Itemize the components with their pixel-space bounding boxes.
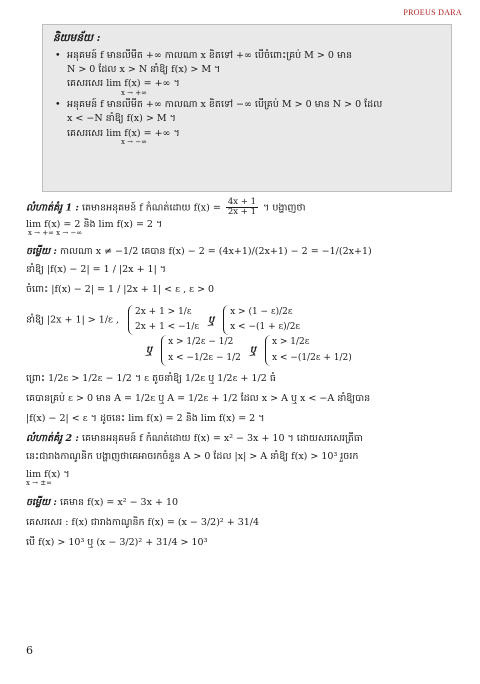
definition-item-2 — [53, 98, 441, 147]
example-1-limits-sub: x → +∞ x → −∞ — [28, 228, 83, 237]
system-2 — [223, 305, 300, 336]
def1-line3: គេសរសេរ lim f(x) = +∞ ។ — [67, 78, 180, 90]
answer-1-systems — [26, 305, 462, 336]
answer-2-line-2: គេសរសេរ : f(x) ជារាងកាណូនិក f(x) = (x − 3/2)² + 31/4 — [26, 516, 260, 528]
system-4-b: x < −(1/2ε + 1/2) — [271, 352, 352, 363]
example-1-tail: ។ បង្ហាញថា — [263, 202, 306, 214]
systems-lead: នាំឱ្យ |2x + 1| > 1/ε , — [26, 314, 119, 326]
system-1-b: 2x + 1 < −1/ε — [135, 321, 200, 332]
def1-limit-sub: x → +∞ — [121, 88, 147, 97]
example-2-title: លំហាត់គំរូ 2 : — [26, 432, 79, 444]
fraction-denominator: 2x + 1 — [227, 207, 257, 218]
example-2-line-3-sub: x → ±∞ — [26, 478, 52, 487]
answer-1-text: កាលណា x ≠ −1/2 គេបាន f(x) − 2 = (4x+1)/(2x+1) − 2 = −1/(2x+1) — [59, 245, 372, 257]
definition-title: និយមន័យ : — [53, 32, 101, 44]
system-4-a: x > 1/2ε — [271, 337, 310, 348]
answer-2-line-1 — [26, 496, 462, 510]
answer-1-title: ចម្លើយ : — [26, 245, 57, 257]
answer-1-line-7: |f(x) − 2| < ε ។ ដូចនេះ lim f(x) = 2 និង lim f(x) = 2 ។ — [26, 412, 265, 424]
answer-1-line-3: ចំពោះ |f(x) − 2| = 1 / |2x + 1| < ε , ε > 0 — [26, 283, 215, 295]
system-3-b: x < −1/2ε − 1/2 — [168, 352, 241, 363]
system-2-a: x > (1 − ε)/2ε — [230, 306, 293, 317]
example-1-limits: lim f(x) = 2 និង lim f(x) = 2 ។ — [26, 218, 163, 230]
def2-limit-sub: x → −∞ — [121, 137, 147, 146]
example-1-fraction — [226, 198, 258, 218]
definition-item-1 — [53, 49, 441, 98]
system-3-a: x > 1/2ε − 1/2 — [168, 337, 234, 348]
example-1-title: លំហាត់គំរូ 1 : — [26, 202, 79, 214]
system-1 — [128, 305, 199, 336]
page-content — [26, 198, 462, 550]
answer-1-line-5: ព្រោះ 1/2ε > 1/2ε − 1/2 ។ ε តូចនាំឱ្យ 1/2ε ឬ 1/2ε + 1/2 ធំ — [26, 372, 276, 384]
answer-1-line-2: នាំឱ្យ |f(x) − 2| = 1 / |2x + 1| ។ — [26, 263, 167, 275]
example-2-heading — [26, 432, 462, 446]
def1-line1: • អនុគមន៍ f មានលីមីត +∞ កាលណា x ខិតទៅ +∞ បើចំពោះគ្រប់ M > 0 មាន — [67, 49, 353, 61]
system-4 — [265, 335, 352, 366]
def2-line2: x < −N នាំឱ្យ f(x) > M ។ — [67, 113, 176, 125]
def1-line2: N > 0 ដែល x > N នាំឱ្យ f(x) > M ។ — [67, 64, 221, 75]
system-3 — [161, 335, 241, 366]
system-1-a: 2x + 1 > 1/ε — [135, 306, 192, 317]
example-1-text: គេមានអនុគមន៍ f កំណត់ដោយ f(x) = — [81, 202, 221, 214]
running-header: PROEUS DARA — [403, 8, 462, 17]
or-word: ឬ — [249, 344, 256, 356]
system-2-b: x < −(1 + ε)/2ε — [230, 321, 301, 332]
example-2-line-3: lim f(x) ។ — [26, 468, 70, 480]
or-word: ឬ — [208, 314, 215, 326]
definition-box — [42, 24, 452, 192]
example-1-heading — [26, 198, 462, 218]
answer-2-text: គេមាន f(x) = x² − 3x + 10 — [59, 496, 179, 508]
example-2-line-2: នេះជារាងកាណូនិក បង្ហាញថាគេអាចរកចំនួន A > 0 ដែល |x| > A នាំឱ្យ f(x) > 10³ រួចរក — [26, 450, 359, 462]
answer-2-title: ចម្លើយ : — [26, 496, 57, 508]
example-2-text: គេមានអនុគមន៍ f កំណត់ដោយ f(x) = x² − 3x + 10 ។ ដោយសរសេរត្រីធា — [81, 432, 363, 444]
def2-line1: • អនុគមន៍ f មានលីមីត +∞ កាលណា x ខិតទៅ −∞ បើគ្រប់ M > 0 មាន N > 0 ដែល — [67, 99, 383, 110]
answer-2-line-3: បើ f(x) > 10³ ឬ (x − 3/2)² + 31/4 > 10³ — [26, 536, 208, 548]
fraction-numerator: 4x + 1 — [227, 197, 257, 207]
def2-line3: គេសរសេរ lim f(x) = +∞ ។ — [67, 127, 180, 139]
page-number: 6 — [26, 644, 33, 657]
or-word: ឬ — [146, 344, 153, 356]
answer-1-line-1 — [26, 245, 462, 259]
answer-1-line-6: គេបានគ្រប់ ε > 0 មាន A = 1/2ε ឬ A = 1/2ε + 1/2 ដែល x > A ឬ x < −A នាំឱ្យបាន — [26, 392, 371, 404]
answer-1-systems-2 — [26, 335, 462, 366]
